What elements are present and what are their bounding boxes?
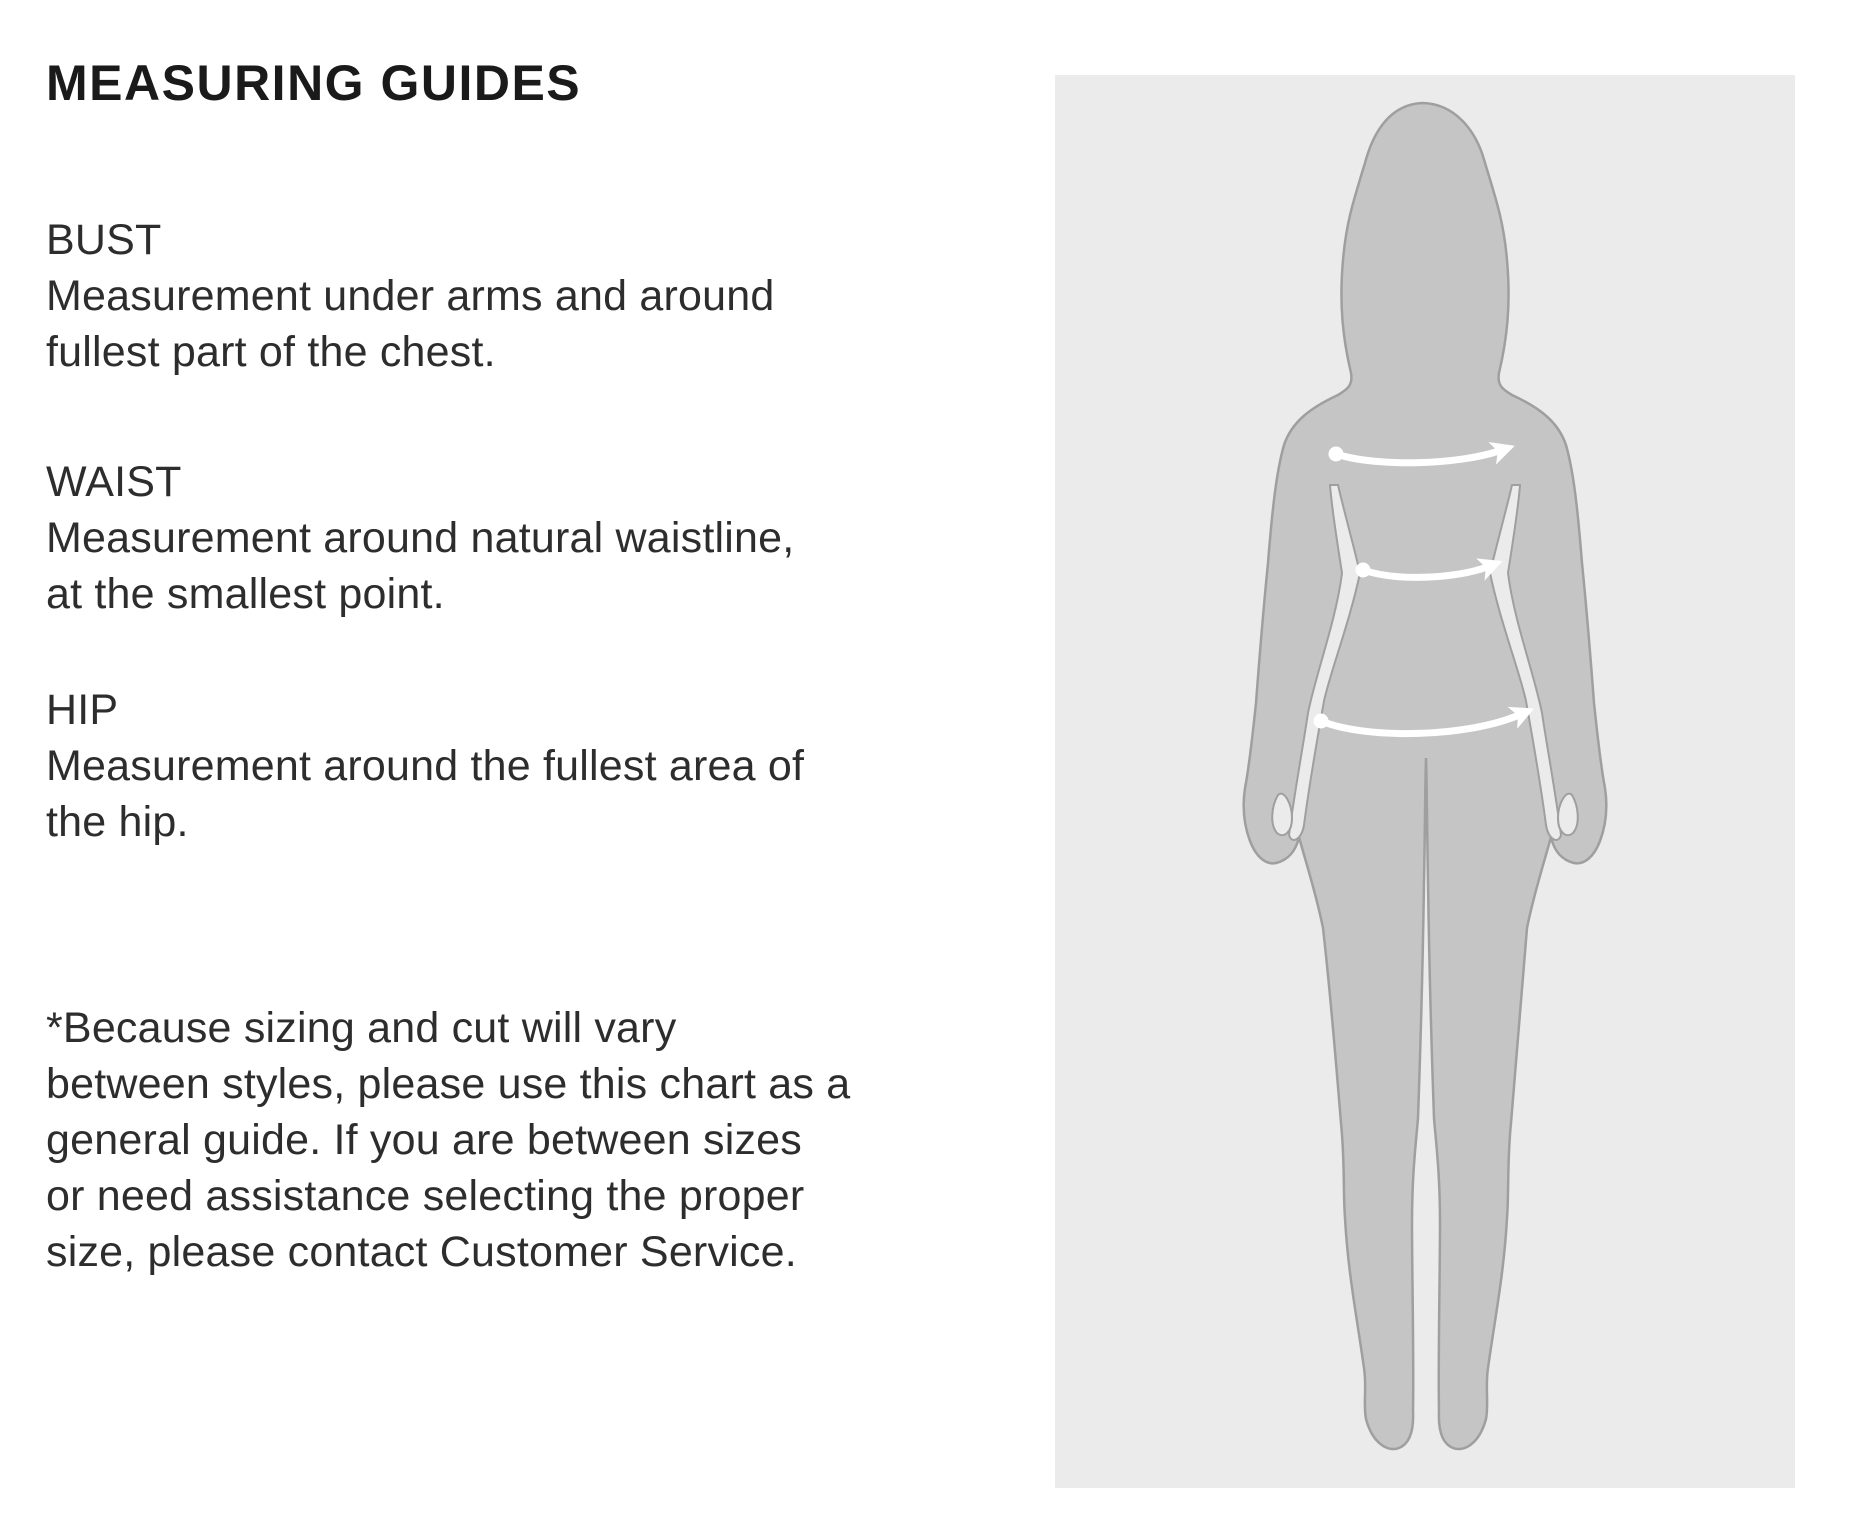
note-line: size, please contact Customer Service.	[46, 1228, 797, 1276]
waist-heading: WAIST	[46, 458, 182, 506]
sizing-disclaimer-note	[46, 1000, 850, 1280]
note-line: or need assistance selecting the proper	[46, 1172, 805, 1220]
bust-description-line: fullest part of the chest.	[46, 328, 496, 376]
hip-heading: HIP	[46, 686, 119, 734]
female-silhouette-illustration	[1055, 75, 1795, 1488]
section-hip	[46, 682, 804, 850]
waist-description-line: at the smallest point.	[46, 570, 445, 618]
bust-description-line: Measurement under arms and around	[46, 272, 775, 320]
note-line: between styles, please use this chart as a	[46, 1060, 851, 1108]
figure-panel	[1055, 75, 1795, 1488]
waist-description-line: Measurement around natural waistline,	[46, 514, 795, 562]
note-line: *Because sizing and cut will vary	[46, 1004, 677, 1052]
section-waist	[46, 454, 794, 622]
bust-heading: BUST	[46, 216, 162, 264]
note-line: general guide. If you are between sizes	[46, 1116, 802, 1164]
page-title: MEASURING GUIDES	[46, 55, 582, 111]
hip-description-line: Measurement around the fullest area of	[46, 742, 805, 790]
section-bust	[46, 212, 774, 380]
hip-description-line: the hip.	[46, 798, 189, 846]
